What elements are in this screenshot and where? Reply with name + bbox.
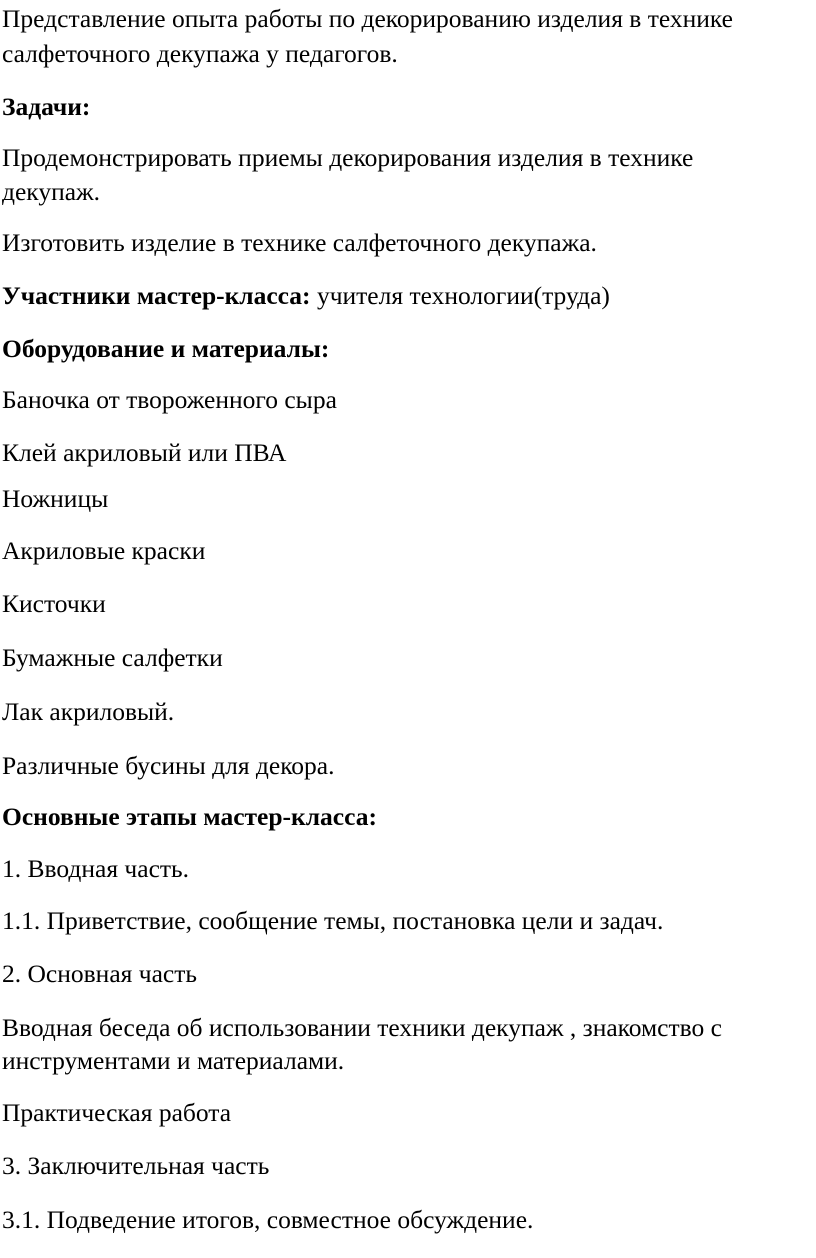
material-item: Бумажные салфетки — [2, 643, 223, 672]
task-2: Изготовить изделие в технике салфеточного декупажа. — [2, 228, 597, 257]
equipment-heading: Оборудование и материалы: — [2, 334, 330, 363]
material-item: Ножницы — [2, 484, 109, 513]
material-item: Клей акриловый или ПВА — [2, 438, 287, 467]
task-1-line-1: Продемонстрировать приемы декорирования изделия в технике — [2, 143, 694, 172]
stage-2-text-line-1: Вводная беседа об использовании техники декупаж , знакомство с — [2, 1013, 722, 1042]
practical-work: Практическая работа — [2, 1098, 232, 1127]
intro-line-2: салфеточного декупажа у педагогов. — [2, 39, 398, 68]
stage-2-text-line-2: инструментами и материалами. — [2, 1046, 345, 1075]
stage-1-1: 1.1. Приветствие, сообщение темы, постановка цели и задач. — [2, 906, 664, 935]
material-item: Кисточки — [2, 589, 106, 618]
stage-2: 2. Основная часть — [2, 959, 197, 988]
material-item: Различные бусины для декора. — [2, 751, 335, 780]
participants-line — [2, 279, 610, 313]
participants-label: Участники мастер-класса: — [2, 281, 311, 310]
material-item: Баночка от твороженного сыра — [2, 385, 337, 414]
participants-value: учителя технологии(труда) — [310, 281, 610, 310]
tasks-heading: Задачи: — [2, 92, 91, 121]
stage-1: 1. Вводная часть. — [2, 854, 190, 883]
material-item: Лак акриловый. — [2, 697, 175, 726]
stages-heading: Основные этапы мастер-класса: — [2, 802, 377, 831]
stage-3: 3. Заключительная часть — [2, 1151, 270, 1180]
intro-line-1: Представление опыта работы по декорированию изделия в технике — [2, 4, 733, 33]
material-item: Акриловые краски — [2, 536, 206, 565]
task-1-line-2: декупаж. — [2, 177, 101, 206]
stage-3-1: 3.1. Подведение итогов, совместное обсуждение. — [2, 1205, 534, 1234]
